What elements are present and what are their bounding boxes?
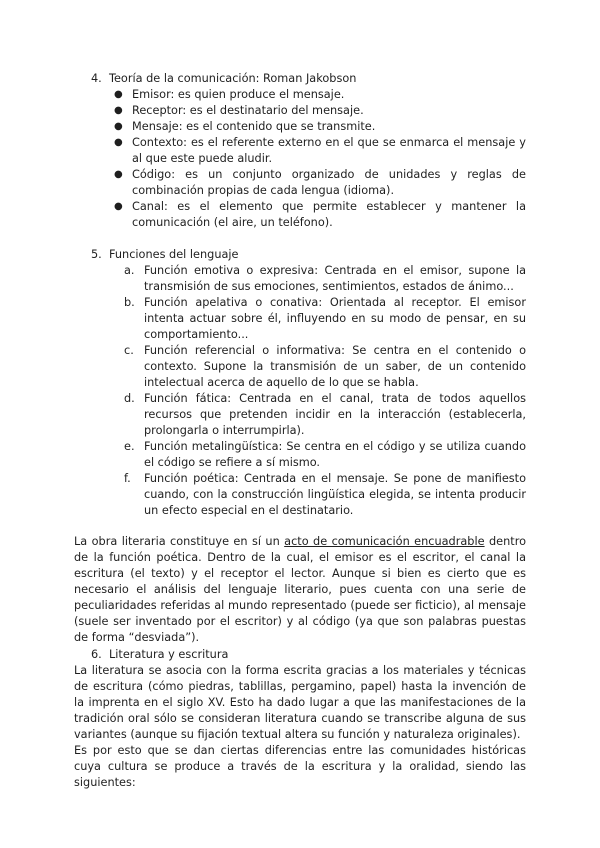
bullet-icon: ● — [114, 121, 123, 132]
list-marker: a. — [124, 264, 135, 277]
section-4-heading — [91, 71, 356, 87]
bullet-icon: ● — [114, 169, 123, 180]
list-item: b. Función apelativa o conativa: Orientada al receptor. El emisor intenta actuar sobre él, influyendo en su modo de pensar, en su comportamiento... — [124, 296, 526, 341]
section-5-number: 5. — [91, 248, 102, 261]
list-marker: e. — [124, 440, 135, 453]
section-5-heading — [91, 247, 239, 263]
list-item: ● Emisor: es quien produce el mensaje. — [114, 88, 345, 101]
list-item: ● Canal: es el elemento que permite establecer y mantener la comunicación (el aire, un teléfono). — [114, 200, 526, 229]
list-marker: c. — [124, 344, 134, 357]
section-6-number: 6. — [91, 648, 102, 661]
communication-act-link[interactable]: acto de comunicación encuadrable — [284, 535, 485, 548]
list-item: d. Función fática: Centrada en el canal, trata de todos aquellos recursos que pretenden incidir en la interacción (establecerla, prolongarla o interrumpirla). — [124, 392, 526, 437]
literature-writing-paragraph: La literatura se asocia con la forma escrita gracias a los materiales y técnicas de escritura (cómo piedras, tablillas, pergamino, papel) hasta la invención de la imprenta en el siglo XV. Esto ha dado lugar a que las manifestaciones de la tradición oral sólo se consideran literatura cuando se transcribe alguna de sus variantes (aunque su fijación textual altera su función y naturaleza originales). — [74, 664, 526, 741]
list-item: ● Contexto: es el referente externo en el que se enmarca el mensaje y al que este puede aludir. — [114, 136, 526, 165]
bullet-icon: ● — [114, 89, 123, 100]
section-4-title: Teoría de la comunicación: Roman Jakobson — [109, 72, 357, 85]
bullet-icon: ● — [114, 137, 123, 148]
communication-elements-list — [113, 87, 526, 231]
differences-paragraph: Es por esto que se dan ciertas diferencias entre las comunidades históricas cuya cultura se produce a través de la escritura y la oralidad, siendo las siguientes: — [74, 744, 526, 789]
bullet-icon: ● — [114, 201, 123, 212]
list-marker: d. — [124, 392, 135, 405]
section-6-heading — [91, 647, 228, 663]
list-item: ● Receptor: es el destinatario del mensaje. — [114, 104, 364, 117]
literary-work-paragraph: La obra literaria constituye en sí un acto de comunicación encuadrable dentro de la función poética. Dentro de la cual, el emisor es el escritor, el canal la escritura (el texto) y el receptor el lector. Aunque si bien es cierto que es necesario el análisis del lenguaje literario, pues cuenta con una serie de peculiaridades referidas al mundo representado (puede ser ficticio), al mensaje (suele ser inventado por el escritor) y al código (ya que son palabras puestas de forma “desviada”). — [74, 535, 526, 644]
bullet-icon: ● — [114, 105, 123, 116]
section-4-number: 4. — [91, 72, 102, 85]
list-item: ● Mensaje: es el contenido que se transmite. — [114, 120, 376, 133]
section-5-title: Funciones del lenguaje — [109, 248, 239, 261]
list-marker: b. — [124, 296, 135, 309]
list-item: f. Función poética: Centrada en el mensaje. Se pone de manifiesto cuando, con la construcción lingüística elegida, se intenta producir un efecto especial en el destinatario. — [124, 472, 526, 517]
language-functions-list — [124, 263, 526, 519]
list-marker: f. — [124, 472, 131, 485]
list-item: c. Función referencial o informativa: Se centra en el contenido o contexto. Supone la transmisión de un saber, de un contenido intelectual acerca de aquello de lo que se habla. — [124, 344, 526, 389]
section-6-title: Literatura y escritura — [109, 648, 229, 661]
list-item: ● Código: es un conjunto organizado de unidades y reglas de combinación propias de cada lengua (idioma). — [114, 168, 526, 197]
list-item: a. Función emotiva o expresiva: Centrada en el emisor, supone la transmisión de sus emociones, sentimientos, estados de ánimo... — [124, 264, 526, 293]
list-item: e. Función metalingüística: Se centra en el código y se utiliza cuando el código se refiere a sí mismo. — [124, 440, 526, 469]
